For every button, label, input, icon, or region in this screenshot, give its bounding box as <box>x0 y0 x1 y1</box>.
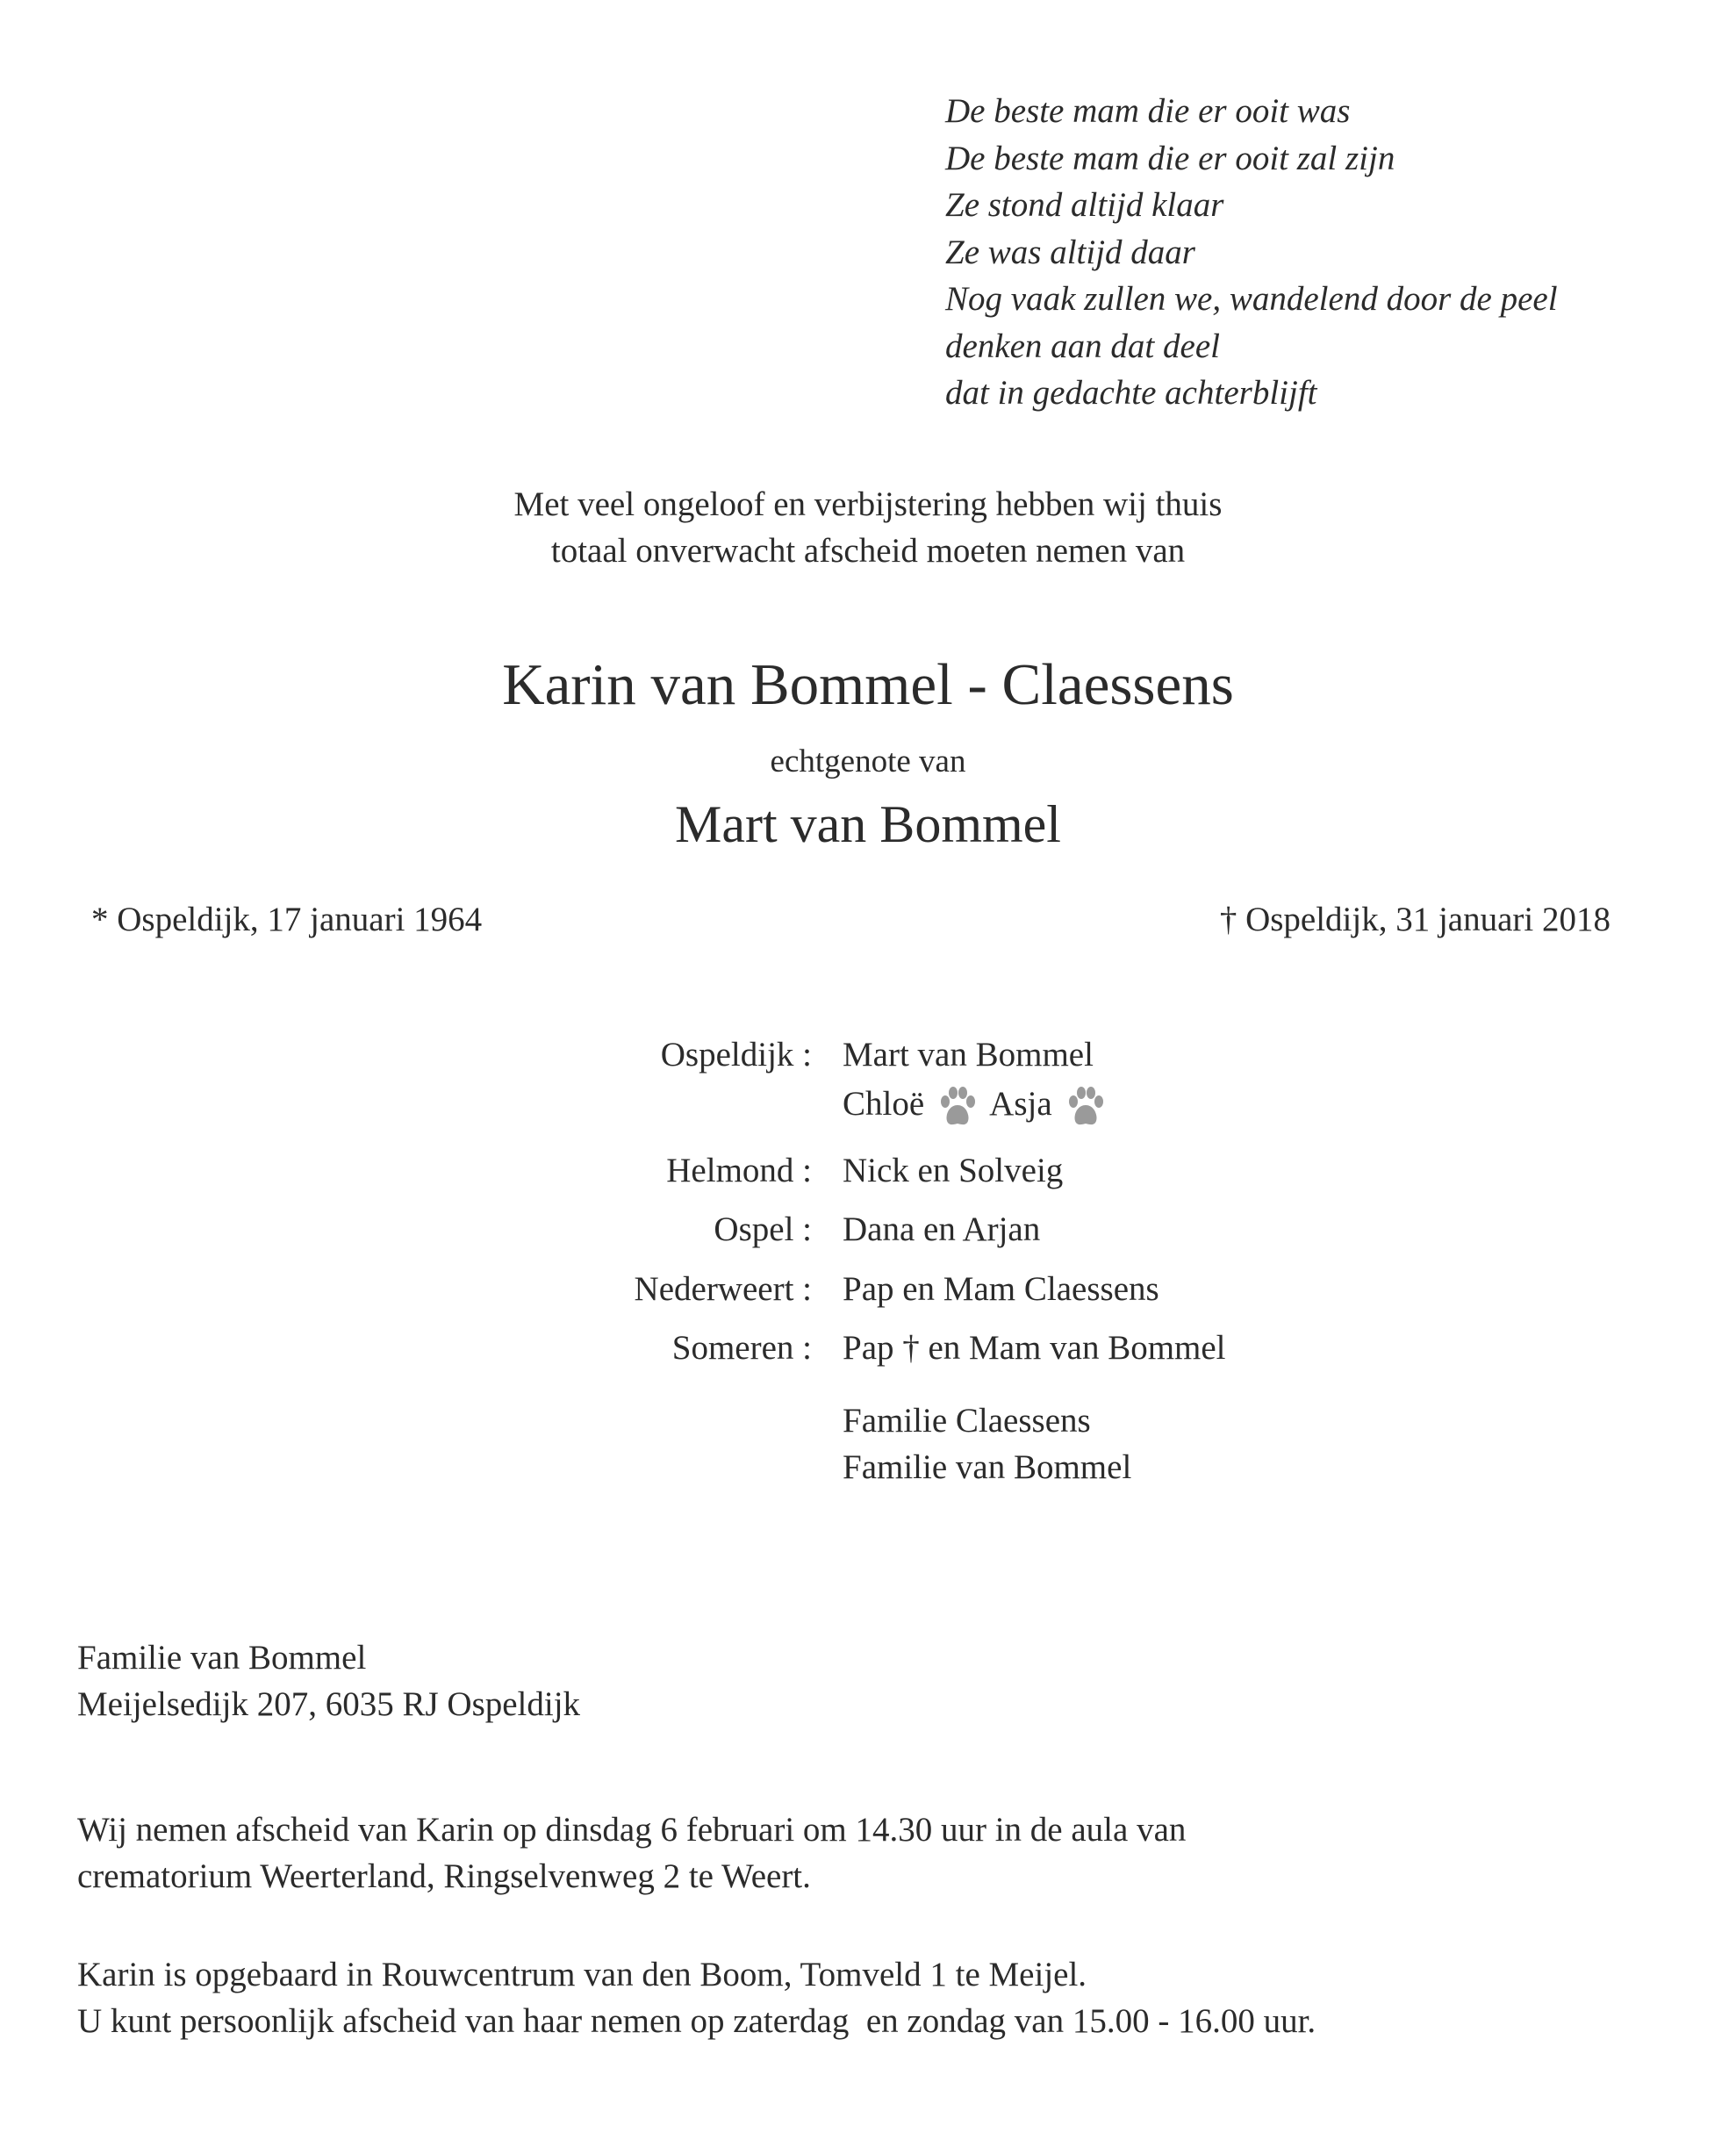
paw-print-icon <box>1066 1084 1105 1130</box>
paw-print-icon <box>938 1084 977 1130</box>
family-place: Helmond : <box>666 1152 812 1189</box>
family-place: Ospel : <box>714 1210 812 1248</box>
family-names: Dana en Arjan <box>843 1210 1041 1248</box>
ceremony-line-2: crematorium Weerterland, Ringselvenweg 2 te Weert. <box>77 1857 811 1895</box>
intro-text <box>0 481 1736 574</box>
intro-line-1: Met veel ongeloof en verbijstering hebben wij thuis <box>513 485 1223 523</box>
ceremony-info <box>77 1806 1186 1900</box>
viewing-info <box>77 1951 1316 2044</box>
poem-line: Ze stond altijd klaar <box>945 186 1224 224</box>
pet-name-chloe: Chloë <box>843 1085 925 1123</box>
poem-line: Nog vaak zullen we, wandelend door de peel <box>945 280 1558 318</box>
pets <box>843 1081 1117 1130</box>
family-names: Nick en Solveig <box>843 1152 1064 1189</box>
death-date: † Ospeldijk, 31 januari 2018 <box>1219 901 1610 938</box>
birth-date: * Ospeldijk, 17 januari 1964 <box>91 901 483 938</box>
family-names: Pap † en Mam van Bommel <box>843 1329 1226 1367</box>
family-place: Nederweert : <box>634 1270 812 1308</box>
relation-label: echtgenote van <box>770 743 966 779</box>
deceased-name: Karin van Bommel - Claessens <box>502 652 1234 717</box>
family-names: Pap en Mam Claessens <box>843 1270 1159 1308</box>
family-names: Familie Claessens <box>843 1402 1091 1440</box>
poem-line: dat in gedachte achterblijft <box>945 374 1317 412</box>
ceremony-line-1: Wij nemen afscheid van Karin op dinsdag 6 februari om 14.30 uur in de aula van <box>77 1811 1187 1849</box>
poem-line: De beste mam die er ooit was <box>945 92 1351 130</box>
family-names: Familie van Bommel <box>843 1448 1132 1486</box>
family-place: Ospeldijk : <box>660 1036 812 1074</box>
pet-name-asja: Asja <box>989 1085 1052 1123</box>
viewing-line-2: U kunt persoonlijk afscheid van haar nemen op zaterdag en zondag van 15.00 - 16.00 uur. <box>77 2002 1316 2040</box>
intro-line-2: totaal onverwacht afscheid moeten nemen van <box>550 532 1186 570</box>
address-line-2: Meijelsedijk 207, 6035 RJ Ospeldijk <box>77 1685 581 1723</box>
poem-line: denken aan dat deel <box>945 327 1220 365</box>
correspondence-address <box>77 1634 580 1727</box>
poem-line: De beste mam die er ooit zal zijn <box>945 139 1395 177</box>
poem-line: Ze was altijd daar <box>945 233 1195 271</box>
spouse-name: Mart van Bommel <box>675 795 1061 853</box>
address-line-1: Familie van Bommel <box>77 1639 367 1677</box>
family-names: Mart van Bommel <box>843 1036 1094 1074</box>
viewing-line-1: Karin is opgebaard in Rouwcentrum van den Boom, Tomveld 1 te Meijel. <box>77 1956 1087 1993</box>
poem <box>945 88 1700 417</box>
family-place: Someren : <box>671 1329 812 1367</box>
